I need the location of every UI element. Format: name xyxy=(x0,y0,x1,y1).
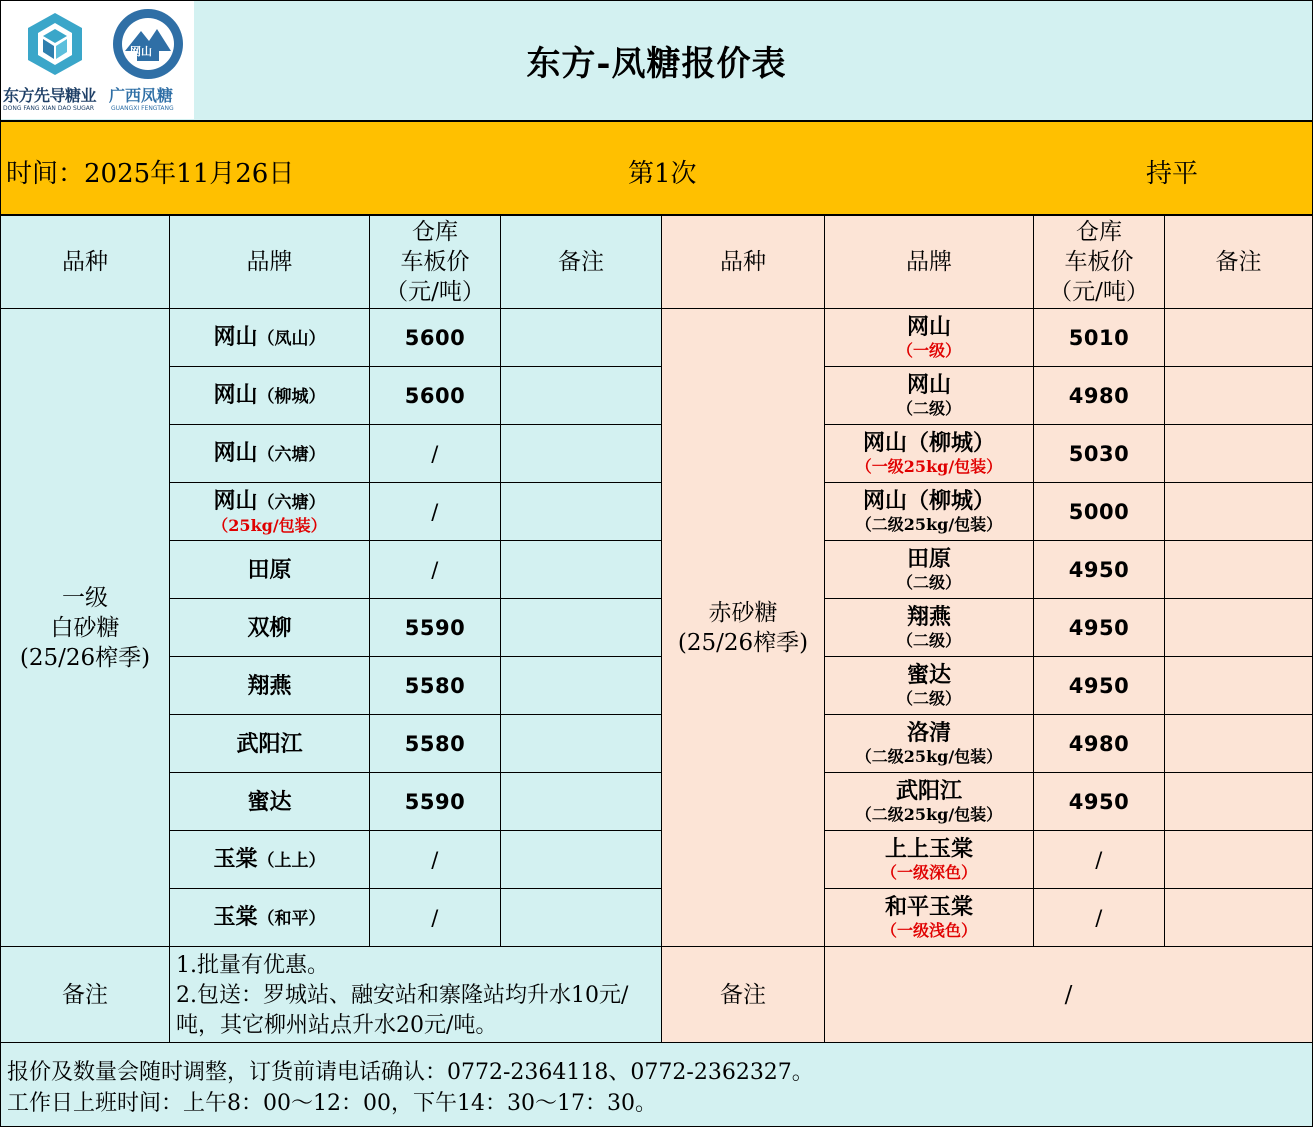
brand-name: 翔燕 xyxy=(247,672,292,699)
price-cell: 4950 xyxy=(1033,540,1165,599)
header-variety-left: 品种 xyxy=(0,215,170,309)
brand-name: 网山 xyxy=(213,381,258,408)
brand-cell xyxy=(824,598,1034,657)
header-price-line1: 仓库 xyxy=(1076,219,1122,245)
brand-cell xyxy=(169,366,370,425)
brand-cell xyxy=(169,772,370,831)
note-cell xyxy=(1164,772,1313,831)
brand-name: 上上玉棠 xyxy=(884,835,973,862)
brand-cell xyxy=(824,772,1034,831)
brand-name: 网山 xyxy=(213,487,258,514)
note-cell xyxy=(500,366,662,425)
variety-line2: (25/26榨季) xyxy=(677,629,809,656)
note-cell xyxy=(500,772,662,831)
brand-sub: （一级浅色） xyxy=(880,920,977,940)
header-price-line2: 车板价 xyxy=(400,249,470,275)
note-cell xyxy=(1164,598,1313,657)
price-cell: / xyxy=(369,482,501,541)
header-price-line3: （元/吨） xyxy=(1049,279,1149,305)
page-title: 东方-凤糖报价表 xyxy=(526,43,787,84)
brand-name: 和平玉棠 xyxy=(884,893,973,920)
logo-area xyxy=(1,1,194,119)
brand-sub: （一级25kg/包装） xyxy=(855,456,1003,476)
dongfang-logo-name: 东方先导糖业 xyxy=(3,86,97,105)
brand-sub: （二级25kg/包装） xyxy=(855,746,1003,766)
brand-cell xyxy=(169,714,370,773)
brand-name: 网山 xyxy=(213,323,258,350)
brand-name: 网山（柳城） xyxy=(862,429,995,456)
brand-tag: （六塘） xyxy=(257,444,326,465)
quote-round: 第1次 xyxy=(628,159,697,189)
variety-line1: 一级 xyxy=(62,584,108,611)
variety-line1: 赤砂糖 xyxy=(708,599,778,626)
fengtang-logo-name: 广西凤糖 xyxy=(109,86,174,105)
brand-tag: （上上） xyxy=(257,850,326,871)
note-cell xyxy=(1164,888,1313,947)
brand-cell xyxy=(169,830,370,889)
brand-name: 双柳 xyxy=(247,614,292,641)
brand-cell xyxy=(169,482,370,541)
brand-cell xyxy=(169,888,370,947)
brand-cell xyxy=(824,424,1034,483)
remarks-line1: 1.批量有优惠。 xyxy=(176,953,329,978)
dongfang-logo-pinyin: DONG FANG XIAN DAO SUGAR xyxy=(3,105,95,112)
brand-cell xyxy=(824,366,1034,425)
footer-line1: 报价及数量会随时调整，订货前请电话确认：0772-2364118、0772-2362327。 xyxy=(7,1060,814,1085)
price-cell: / xyxy=(1033,888,1165,947)
brand-sub: （一级深色） xyxy=(880,862,977,882)
brand-name: 玉棠 xyxy=(213,845,258,872)
header-price-left xyxy=(369,215,501,309)
note-cell xyxy=(1164,540,1313,599)
brand-sub: （二级） xyxy=(896,630,961,650)
brand-sub: （二级） xyxy=(896,572,961,592)
footer-note xyxy=(0,1042,1313,1127)
header-variety-right: 品种 xyxy=(661,215,825,309)
header-note-right: 备注 xyxy=(1164,215,1313,309)
note-cell xyxy=(500,656,662,715)
price-cell: 4980 xyxy=(1033,366,1165,425)
brand-tag: （柳城） xyxy=(257,386,326,407)
brand-sub: （二级） xyxy=(896,398,961,418)
brand-name: 武阳江 xyxy=(895,777,962,804)
note-cell xyxy=(1164,830,1313,889)
brand-cell xyxy=(169,598,370,657)
brand-cell xyxy=(824,656,1034,715)
header-price-right xyxy=(1033,215,1165,309)
remarks-label-left: 备注 xyxy=(0,946,170,1043)
header-brand-left: 品牌 xyxy=(169,215,370,309)
remarks-label-right: 备注 xyxy=(661,946,825,1043)
brand-name: 网山（柳城） xyxy=(862,487,995,514)
brand-sub: （25kg/包装） xyxy=(212,515,327,535)
note-cell xyxy=(1164,424,1313,483)
price-cell: 5010 xyxy=(1033,308,1165,367)
header-note-left: 备注 xyxy=(500,215,662,309)
brand-tag: （六塘） xyxy=(257,492,326,513)
header-brand-right: 品牌 xyxy=(824,215,1034,309)
brand-cell xyxy=(824,540,1034,599)
price-cell: 4980 xyxy=(1033,714,1165,773)
brand-tag: （和平） xyxy=(257,908,326,929)
brand-name: 网山 xyxy=(906,313,951,340)
price-cell: / xyxy=(369,540,501,599)
note-cell xyxy=(500,714,662,773)
brand-sub: （二级） xyxy=(896,688,961,708)
variety-white-sugar xyxy=(0,308,170,947)
brand-cell xyxy=(169,424,370,483)
brand-cell xyxy=(824,482,1034,541)
brand-cell xyxy=(824,714,1034,773)
note-cell xyxy=(500,424,662,483)
fengtang-logo-pinyin: GUANGXI FENGTANG xyxy=(111,105,174,112)
price-cell: / xyxy=(1033,830,1165,889)
variety-brown-sugar xyxy=(661,308,825,947)
note-cell xyxy=(500,888,662,947)
brand-cell xyxy=(169,308,370,367)
price-cell: 5030 xyxy=(1033,424,1165,483)
brand-name: 田原 xyxy=(247,556,292,583)
variety-line3: (25/26榨季) xyxy=(19,644,151,671)
header-price-line3: （元/吨） xyxy=(385,279,485,305)
price-cell: 5000 xyxy=(1033,482,1165,541)
price-cell: / xyxy=(369,424,501,483)
brand-cell xyxy=(824,308,1034,367)
quote-date: 时间：2025年11月26日 xyxy=(6,159,295,189)
remarks-line2: 2.包送：罗城站、融安站和寨隆站均升水10元/吨，其它柳州站点升水20元/吨。 xyxy=(176,983,629,1038)
brand-sub: （二级25kg/包装） xyxy=(855,514,1003,534)
brand-cell xyxy=(169,540,370,599)
brand-name: 网山 xyxy=(906,371,951,398)
brand-name: 网山 xyxy=(213,439,258,466)
price-cell: 5580 xyxy=(369,656,501,715)
price-cell: 5590 xyxy=(369,772,501,831)
price-cell: 5600 xyxy=(369,366,501,425)
remarks-text-left xyxy=(169,946,662,1043)
brand-cell xyxy=(169,656,370,715)
brand-sub: （二级25kg/包装） xyxy=(855,804,1003,824)
price-cell: / xyxy=(369,888,501,947)
note-cell xyxy=(1164,656,1313,715)
price-cell: / xyxy=(369,830,501,889)
variety-line2: 白砂糖 xyxy=(50,614,120,641)
brand-name: 玉棠 xyxy=(213,903,258,930)
dongfang-logo-icon xyxy=(25,11,85,77)
price-cell: 4950 xyxy=(1033,772,1165,831)
price-cell: 4950 xyxy=(1033,656,1165,715)
note-cell xyxy=(500,482,662,541)
wangshan-logo-text: 网山 xyxy=(130,45,152,58)
header-price-line2: 车板价 xyxy=(1064,249,1134,275)
note-cell xyxy=(500,598,662,657)
price-cell: 5590 xyxy=(369,598,501,657)
brand-sub: （一级） xyxy=(896,340,961,360)
note-cell xyxy=(1164,714,1313,773)
brand-cell xyxy=(824,888,1034,947)
brand-name: 蜜达 xyxy=(906,661,951,688)
price-cell: 5600 xyxy=(369,308,501,367)
brand-name: 田原 xyxy=(906,545,951,572)
note-cell xyxy=(500,540,662,599)
note-cell xyxy=(1164,366,1313,425)
footer-line2: 工作日上班时间：上午8：00～12：00，下午14：30～17：30。 xyxy=(7,1091,657,1116)
brand-tag: （凤山） xyxy=(257,328,326,349)
brand-name: 洛清 xyxy=(906,719,951,746)
note-cell xyxy=(500,830,662,889)
brand-name: 翔燕 xyxy=(906,603,951,630)
remarks-text-right: / xyxy=(824,946,1313,1043)
price-cell: 4950 xyxy=(1033,598,1165,657)
note-cell xyxy=(1164,308,1313,367)
brand-name: 武阳江 xyxy=(236,730,303,757)
note-cell xyxy=(1164,482,1313,541)
price-trend: 持平 xyxy=(1146,159,1199,189)
note-cell xyxy=(500,308,662,367)
brand-name: 蜜达 xyxy=(247,788,292,815)
brand-cell xyxy=(824,830,1034,889)
header-price-line1: 仓库 xyxy=(412,219,458,245)
price-cell: 5580 xyxy=(369,714,501,773)
